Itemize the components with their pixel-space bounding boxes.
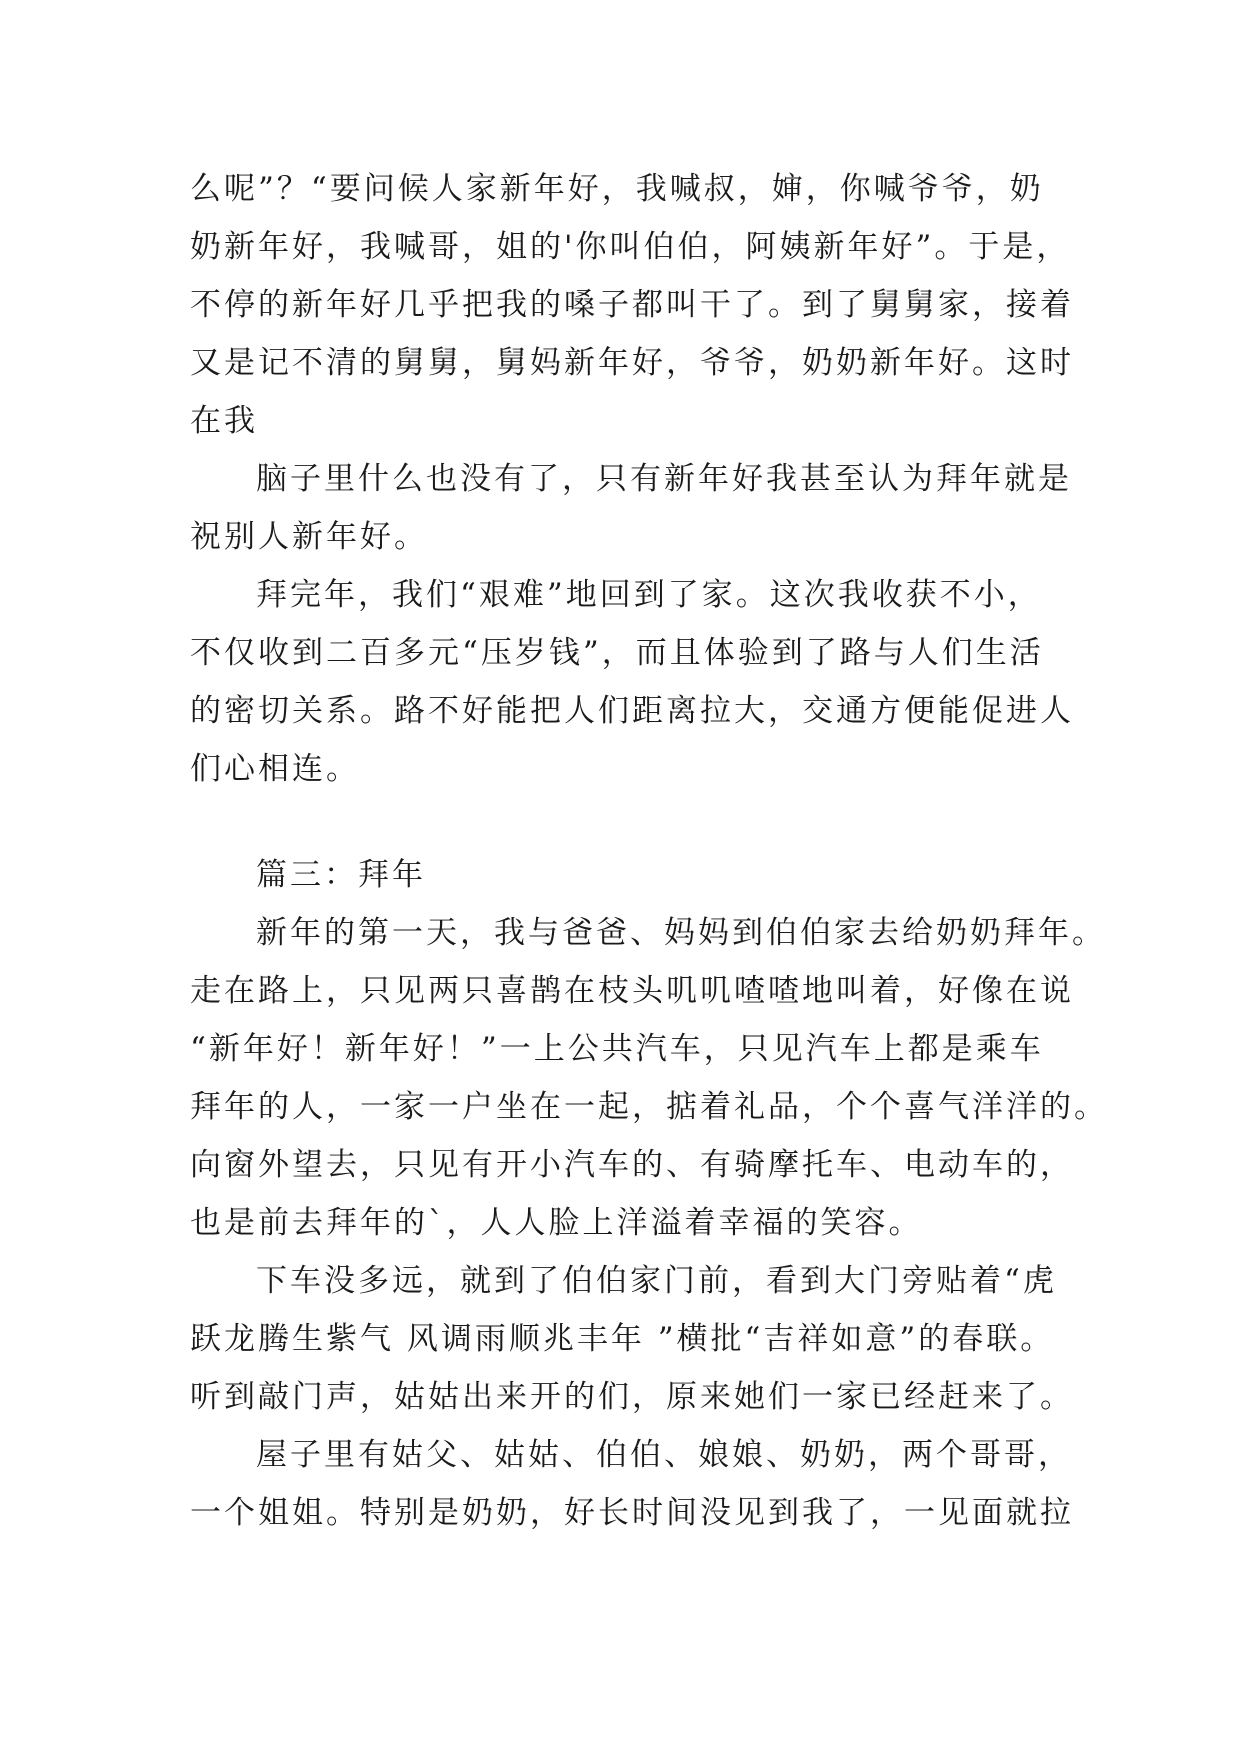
section-title: 篇三：拜年 [256,857,426,893]
text-line: 的密切关系。路不好能把人们距离拉大，交通方便能促进人 [190,693,1074,729]
text-line: 拜完年，我们“艰难”地回到了家。这次我收获不小， [256,577,1042,613]
document-body [190,160,1108,1542]
text-line: 新年的第一天，我与爸爸、妈妈到伯伯家去给奶奶拜年。 [256,915,1106,951]
text-line: 下车没多远，就到了伯伯家门前，看到大门旁贴着“虎 [256,1263,1057,1299]
text-line: 又是记不清的舅舅，舅妈新年好，爷爷，奶奶新年好。这时 [190,345,1074,381]
section-gap [190,798,1080,846]
text-line: 祝别人新年好。 [190,519,428,555]
text-line: 向窗外望去，只见有开小汽车的、有骑摩托车、电动车的， [190,1147,1074,1183]
text-line: 脑子里什么也没有了，只有新年好我甚至认为拜年就是 [256,461,1072,497]
text-line: 拜年的人，一家一户坐在一起，掂着礼品，个个喜气洋洋的。 [190,1089,1108,1125]
text-line: “新年好！新年好！”一上公共汽车，只见汽车上都是乘车 [190,1031,1044,1067]
text-line: 在我 [190,403,258,439]
text-line: 屋子里有姑父、姑姑、伯伯、娘娘、奶奶，两个哥哥， [256,1437,1072,1473]
text-line: 跃龙腾生紫气 风调雨顺兆丰年 ”横批“吉祥如意”的春联。 [190,1321,1055,1357]
text-line: 奶新年好，我喊哥，姐的'你叫伯伯，阿姨新年好”。于是， [190,229,1071,265]
text-line: 么呢”？“要问候人家新年好，我喊叔，婶，你喊爷爷，奶 [190,171,1044,207]
text-line: 听到敲门声，姑姑出来开的们，原来她们一家已经赶来了。 [190,1379,1074,1415]
text-line: 也是前去拜年的`，人人脸上洋溢着幸福的笑容。 [190,1205,923,1241]
text-line: 一个姐姐。特别是奶奶，好长时间没见到我了，一见面就拉 [190,1495,1074,1531]
text-line: 走在路上，只见两只喜鹊在枝头叽叽喳喳地叫着，好像在说 [190,973,1074,1009]
text-line: 不仅收到二百多元“压岁钱”，而且体验到了路与人们生活 [190,635,1044,671]
text-line: 不停的新年好几乎把我的嗓子都叫干了。到了舅舅家，接着 [190,287,1074,323]
text-line: 们心相连。 [190,751,360,787]
